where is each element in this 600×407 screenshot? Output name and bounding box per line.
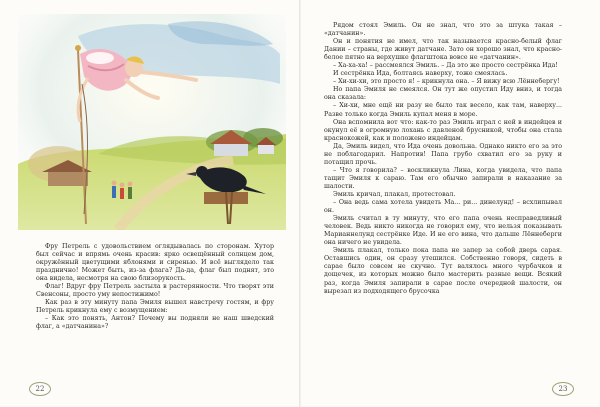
paragraph: – Ха-ха-ха! – рассмеялся Эмиль. – Да это же просто сестрёнка Ида!: [333, 62, 558, 70]
paragraph: Рядом стоял Эмиль. Он не знал, что это за штука такая – «датчанин».: [324, 22, 562, 38]
page-number-ornament: [552, 382, 574, 396]
paragraph: Но папа Эмиля не смеялся. Он тут же опустил Иду вниз, и тогда она сказала:: [324, 86, 562, 102]
paragraph: Фру Петрель с удовольствием оглядывалась по сторонам. Хутор был сейчас и впрямь очень красив: ярко освещённый солнцем дом, окружённый цветущими яблонями и сиренью. И всё выглядело так празднично! Может быть, из-за флага? Да-да, флаг был поднят, это она видела, несмотря на свою близорукость.: [36, 243, 274, 283]
paragraph: Эмиль плакал, только пока папа не запер за собой дверь сарая. Оставшись один, он сразу утешился. Собственно говоря, сидеть в сарае было совсем не скучно. Тут валялось много чурбачков и дощечек, из которых можно было мастерить разные вещи. Всякий раз, когда Эмиля запирали в сарае после очередной шалости, он вырезал из подходящего брусочка: [324, 247, 562, 295]
right-page: [300, 0, 600, 407]
paragraph: – Хи-хи-хи, это просто я! – крикнула она. – Я вижу всю Лённебергу!: [333, 78, 560, 86]
paragraph: – Она ведь сама хотела увидеть Ма... ри... динелунд! – всхлипывал он.: [324, 199, 562, 215]
page-number-text: 23: [558, 385, 568, 393]
paragraph: Эмиль считал в ту минуту, что его папа очень несправедливый человек. Ведь никто никогда не говорил ему, что нельзя показывать Марианнелунд сестрёнке Иде. И не его вина, что дальше Лённеберги она ничего не увидела.: [324, 215, 562, 247]
paragraph: И сестрёнка Ида, болтаясь наверху, тоже смеялась.: [333, 70, 508, 78]
paragraph: Эмиль кричал, плакал, протестовал.: [333, 190, 456, 198]
paragraph: Да, Эмиль видел, что Ида очень довольна. Однако никто его за это не поблагодарил. Напротив! Папа грубо схватил его за руку и потащил прочь.: [324, 142, 562, 166]
paragraph: – Хи-хи, мне ещё ни разу не было так весело, как там, наверху... Разве только когда Эмиль купал меня в море.: [324, 102, 562, 118]
paragraph: – Что я говорила? – воскликнула Лина, когда увидела, что папа тащит Эмиля к сараю. Там его обычно запирали в наказание за шалости.: [324, 166, 562, 190]
paragraph: Он и понятия не имел, что так называется красно-белый флаг Дании – страны, где живут датчане. Зато он хорошо знал, что красно-белое пятно на верхушке флагштока вовсе не «датчанин».: [324, 38, 562, 62]
left-page-text: [36, 243, 274, 332]
paragraph: Она вспомнила вот что: как-то раз Эмиль играл с ней в индейцев и окунул её в огромную лохань с давленой брусникой, чтобы она стала краснокожей, как и положено индейцам.: [324, 118, 562, 142]
paragraph: – Как это понять, Антон? Почему вы подняли не наш шведский флаг, а «датчанина»?: [36, 315, 274, 331]
paragraph: Как раз в эту минуту папа Эмиля вышел навстречу гостям, и фру Петрель крикнула ему с возмущением:: [36, 299, 274, 315]
page-number-left: [29, 382, 51, 396]
right-page-text: [324, 22, 562, 296]
page-number-right: [552, 382, 574, 396]
page-number-ornament: [29, 382, 51, 396]
page-number-text: 22: [35, 385, 45, 393]
paragraph: Флаг! Вдруг фру Петрель застыла в растерянности. Что творят эти Свенсоны, просто уму непостижимо!: [36, 283, 274, 299]
watercolor-illustration: [18, 14, 286, 230]
